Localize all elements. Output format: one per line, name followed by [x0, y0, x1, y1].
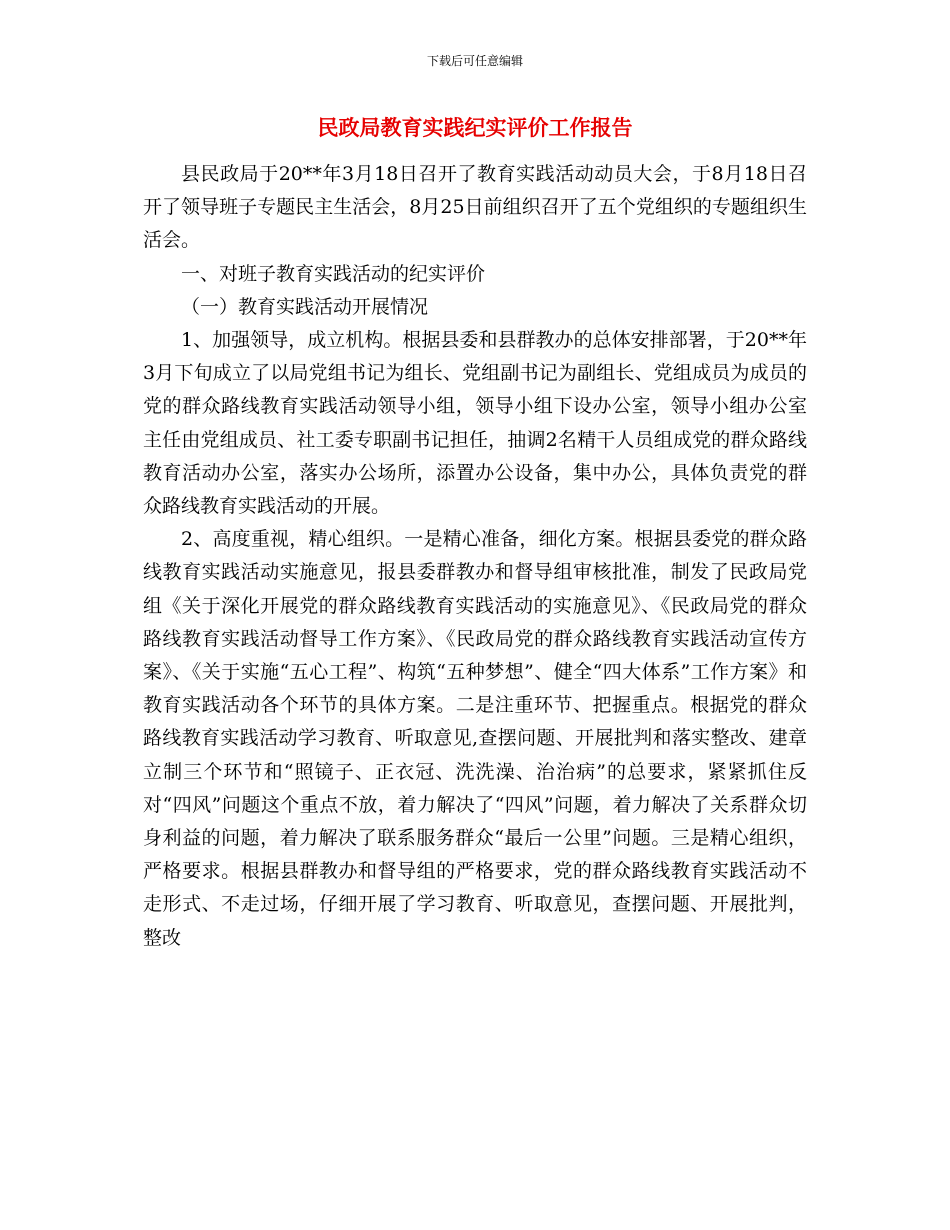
paragraph-organization: 2、高度重视，精心组织。一是精心准备，细化方案。根据县委党的群众路线教育实践活动实施意见，报县委群教办和督导组审核批准，制发了民政局党组《关于深化开展党的群众路线教育实践活动的实施意见》、《民政局党的群众路线教育实践活动督导工作方案》、《民政局党的群众路线教育实践活动宣传方案》、《关于实施“五心工程”、构筑“五种梦想”、健全“四大体系”工作方案》和教育实践活动各个环节的具体方案。二是注重环节、把握重点。根据党的群众路线教育实践活动学习教育、听取意见,查摆问题、开展批判和落实整改、建章立制三个环节和“照镜子、正衣冠、洗洗澡、治治病”的总要求，紧紧抓住反对“四风”问题这个重点不放，着力解决了“四风”问题，着力解决了关系群众切身利益的问题，着力解决了联系服务群众“最后一公里”问题。三是精心组织，严格要求。根据县群教办和督导组的严格要求，党的群众路线教育实践活动不走形式、不走过场，仔细开展了学习教育、听取意见，查摆问题、开展批判，整改	[143, 528, 807, 949]
subsection-heading-1: （一）教育实践活动开展情况	[181, 295, 429, 318]
document-body	[143, 158, 807, 955]
section-heading-1: 一、对班子教育实践活动的纪实评价	[181, 262, 486, 285]
header-note: 下载后可任意编辑	[426, 54, 523, 68]
paragraph-leadership: 1、加强领导，成立机构。根据县委和县群教办的总体安排部署，于20**年3月下旬成立了以局党组书记为组长、党组副书记为副组长、党组成员为成员的党的群众路线教育实践活动领导小组，领导小组下设办公室，领导小组办公室主任由党组成员、社工委专职副书记担任，抽调2名精干人员组成党的群众路线教育活动办公室，落实办公场所，添置办公设备，集中办公，具体负责党的群众路线教育实践活动的开展。	[143, 329, 807, 518]
paragraph-intro: 县民政局于20**年3月18日召开了教育实践活动动员大会，于8月18日召开了领导班子专题民主生活会，8月25日前组织召开了五个党组织的专题组织生活会。	[143, 163, 807, 252]
document-title: 民政局教育实践纪实评价工作报告	[317, 115, 633, 140]
